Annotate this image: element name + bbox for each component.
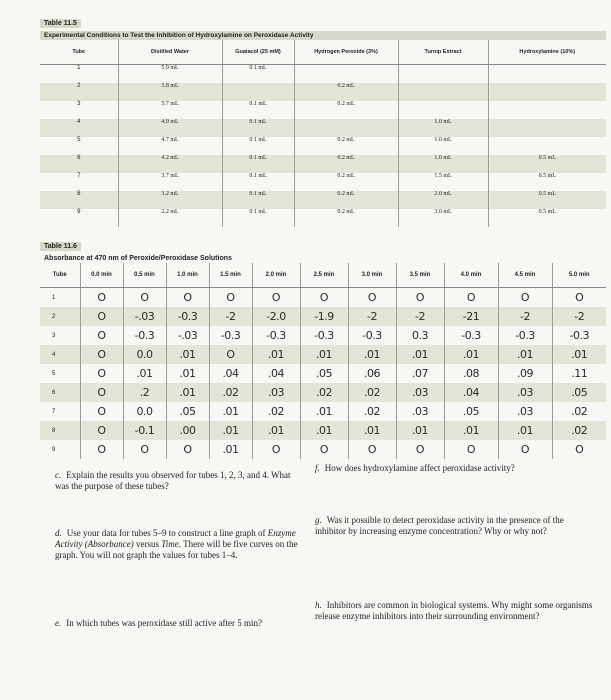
handwritten-absorbance-cell: .01: [498, 345, 552, 364]
volume-cell: 0.1 mL: [222, 65, 294, 84]
handwritten-absorbance-cell: .01: [300, 345, 348, 364]
volume-cell: 5.7 mL: [118, 101, 222, 119]
handwritten-absorbance-cell: .01: [123, 364, 166, 383]
tube-number-cell: 9: [77, 209, 81, 215]
question-letter: e.: [55, 618, 62, 628]
tube-number-cell: 2: [40, 83, 118, 101]
table-row: [40, 173, 606, 191]
volume-cell: 0.1 mL: [222, 191, 294, 209]
tube-number-cell: 4: [40, 119, 118, 137]
volume-cell: [398, 65, 488, 84]
handwritten-absorbance-cell: .03: [252, 383, 300, 402]
tube-number-cell: 6: [40, 155, 118, 173]
handwritten-absorbance-cell: -21: [444, 307, 498, 326]
question-emphasis: Enzyme Activity (Absorbance): [55, 528, 296, 549]
handwritten-absorbance-cell: -2.0: [252, 307, 300, 326]
handwritten-absorbance-cell: 0.0: [123, 402, 166, 421]
handwritten-absorbance-cell: .01: [348, 421, 396, 440]
header-time: 3.5 min: [396, 263, 444, 288]
handwritten-absorbance-cell: -2: [209, 307, 252, 326]
handwritten-absorbance-cell: .01: [444, 421, 498, 440]
question-letter: f.: [315, 463, 320, 473]
volume-cell: 4.2 mL: [118, 155, 222, 173]
handwritten-absorbance-cell: O: [252, 288, 300, 308]
question-text: . There will be five curves on the graph. You will not graph the values for tubes 1–4.: [55, 539, 298, 560]
header-guaiacol: Guaiacol (25 mM): [222, 40, 294, 65]
volume-cell: 1.0 mL: [398, 155, 488, 173]
handwritten-absorbance-cell: O: [444, 288, 498, 308]
question-h: [315, 600, 595, 622]
volume-cell: 0.2 mL: [294, 83, 398, 101]
volume-cell: 0.2 mL: [294, 209, 398, 227]
handwritten-absorbance-cell: O: [348, 440, 396, 459]
handwritten-absorbance-cell: -0.3: [552, 326, 606, 345]
table-row: [40, 440, 606, 459]
handwritten-absorbance-cell: .06: [348, 364, 396, 383]
table-11-5-title: Table 11.5: [40, 19, 81, 28]
handwritten-absorbance-cell: O: [80, 383, 123, 402]
handwritten-absorbance-cell: O: [300, 440, 348, 459]
table-row: [40, 307, 606, 326]
handwritten-absorbance-cell: -0.3: [348, 326, 396, 345]
handwritten-absorbance-cell: .01: [252, 421, 300, 440]
tube-number-cell: 3: [77, 101, 81, 107]
handwritten-absorbance-cell: -2: [348, 307, 396, 326]
handwritten-absorbance-cell: O: [80, 364, 123, 383]
volume-cell: 3.7 mL: [118, 173, 222, 191]
handwritten-absorbance-cell: .01: [252, 345, 300, 364]
handwritten-absorbance-cell: -2: [498, 307, 552, 326]
handwritten-absorbance-cell: .05: [300, 364, 348, 383]
header-time: 5.0 min: [552, 263, 606, 288]
handwritten-absorbance-cell: O: [80, 345, 123, 364]
handwritten-absorbance-cell: .03: [396, 402, 444, 421]
header-time: 0.0 min: [80, 263, 123, 288]
question-letter: g.: [315, 515, 322, 525]
table-row: [40, 383, 606, 402]
volume-cell: 0.1 mL: [222, 119, 294, 137]
handwritten-absorbance-cell: O: [396, 440, 444, 459]
handwritten-absorbance-cell: O: [80, 307, 123, 326]
volume-cell: 0.5 mL: [488, 209, 606, 227]
table-11-5: [40, 12, 606, 227]
volume-cell: 1.5 mL: [398, 173, 488, 191]
handwritten-absorbance-cell: -0.3: [444, 326, 498, 345]
volume-cell: 0.2 mL: [294, 137, 398, 155]
handwritten-absorbance-cell: -1.9: [300, 307, 348, 326]
handwritten-absorbance-cell: .05: [444, 402, 498, 421]
table-row: [40, 402, 606, 421]
volume-cell: [222, 83, 294, 101]
tube-number-cell: 2: [40, 307, 80, 326]
handwritten-absorbance-cell: .01: [209, 402, 252, 421]
volume-cell: 1.0 mL: [398, 137, 488, 155]
volume-cell: 0.5 mL: [488, 191, 606, 209]
question-emphasis: Time: [161, 539, 179, 549]
volume-cell: [294, 65, 398, 84]
handwritten-absorbance-cell: -2: [396, 307, 444, 326]
handwritten-absorbance-cell: O: [498, 288, 552, 308]
handwritten-absorbance-cell: O: [396, 288, 444, 308]
volume-cell: 0.1 mL: [222, 209, 294, 227]
question-f: [315, 463, 605, 474]
volume-cell: 2.2 mL: [118, 209, 222, 227]
table-row: [40, 119, 606, 137]
header-tube: Tube: [40, 263, 80, 288]
volume-cell: [488, 137, 606, 155]
table-row: [40, 209, 606, 227]
tube-number-cell: 3: [52, 332, 56, 339]
handwritten-absorbance-cell: -2: [552, 307, 606, 326]
absorbance-table: [40, 263, 606, 459]
handwritten-absorbance-cell: .02: [209, 383, 252, 402]
volume-cell: 5.9 mL: [118, 65, 222, 84]
tube-number-cell: 7: [52, 408, 56, 415]
question-text: In which tubes was peroxidase still active after 5 min?: [66, 618, 262, 628]
handwritten-absorbance-cell: O: [300, 288, 348, 308]
tube-number-cell: 6: [40, 383, 80, 402]
handwritten-absorbance-cell: O: [348, 288, 396, 308]
handwritten-absorbance-cell: .04: [444, 383, 498, 402]
table-header-row: [40, 263, 606, 288]
handwritten-absorbance-cell: .09: [498, 364, 552, 383]
handwritten-absorbance-cell: .04: [209, 364, 252, 383]
handwritten-absorbance-cell: .05: [552, 383, 606, 402]
handwritten-absorbance-cell: .02: [252, 402, 300, 421]
header-time: 4.5 min: [498, 263, 552, 288]
volume-cell: 0.5 mL: [488, 173, 606, 191]
handwritten-absorbance-cell: .08: [444, 364, 498, 383]
handwritten-absorbance-cell: O: [80, 402, 123, 421]
handwritten-absorbance-cell: .02: [552, 402, 606, 421]
handwritten-absorbance-cell: 0.0: [123, 345, 166, 364]
handwritten-absorbance-cell: .01: [300, 402, 348, 421]
handwritten-absorbance-cell: O: [80, 440, 123, 459]
table-11-5-caption: Experimental Conditions to Test the Inhibition of Hydroxylamine on Peroxidase Activity: [40, 31, 606, 40]
question-c: [55, 470, 300, 492]
handwritten-absorbance-cell: O: [123, 288, 166, 308]
handwritten-absorbance-cell: .04: [252, 364, 300, 383]
volume-cell: 0.2 mL: [294, 101, 398, 119]
volume-cell: 1.0 mL: [398, 119, 488, 137]
volume-cell: [398, 83, 488, 101]
handwritten-absorbance-cell: -0.1: [123, 421, 166, 440]
handwritten-absorbance-cell: -.03: [123, 307, 166, 326]
volume-cell: 3.2 mL: [118, 191, 222, 209]
handwritten-absorbance-cell: O: [552, 440, 606, 459]
volume-cell: [294, 119, 398, 137]
handwritten-absorbance-cell: .01: [396, 421, 444, 440]
question-text: Use your data for tubes 5–9 to construct a line graph of: [66, 528, 268, 538]
question-letter: c.: [55, 470, 62, 480]
volume-cell: [488, 65, 606, 84]
handwritten-absorbance-cell: .2: [123, 383, 166, 402]
handwritten-absorbance-cell: O: [252, 440, 300, 459]
handwritten-absorbance-cell: .01: [166, 364, 209, 383]
header-time: 4.0 min: [444, 263, 498, 288]
handwritten-absorbance-cell: 0.3: [396, 326, 444, 345]
table-row: [40, 83, 606, 101]
handwritten-absorbance-cell: O: [498, 440, 552, 459]
tube-number-cell: 4: [40, 345, 80, 364]
header-time: 1.0 min: [166, 263, 209, 288]
volume-cell: 0.1 mL: [222, 173, 294, 191]
handwritten-absorbance-cell: O: [123, 440, 166, 459]
table-row: [40, 345, 606, 364]
volume-cell: [488, 119, 606, 137]
question-text: Explain the results you observed for tubes 1, 2, 3, and 4. What was the purpose of these tubes?: [55, 470, 291, 491]
volume-cell: 0.5 mL: [488, 155, 606, 173]
volume-cell: [398, 101, 488, 119]
handwritten-absorbance-cell: .01: [209, 440, 252, 459]
handwritten-absorbance-cell: O: [552, 288, 606, 308]
question-text: versus: [133, 539, 162, 549]
handwritten-absorbance-cell: .01: [209, 421, 252, 440]
handwritten-absorbance-cell: .01: [300, 421, 348, 440]
header-hydrogen-peroxide: Hydrogen Peroxide (3%): [294, 40, 398, 65]
table-row: [40, 364, 606, 383]
handwritten-absorbance-cell: -0.3: [123, 326, 166, 345]
question-d: [55, 528, 305, 561]
table-11-6-title: Table 11.6: [40, 242, 81, 251]
header-time: 2.0 min: [252, 263, 300, 288]
handwritten-absorbance-cell: O: [209, 288, 252, 308]
header-distilled-water: Distilled Water: [118, 40, 222, 65]
question-text: Inhibitors are common in biological systems. Why might some organisms release enzyme inhibitors into their surrounding environment?: [315, 600, 593, 621]
handwritten-absorbance-cell: .02: [348, 402, 396, 421]
volume-cell: 5.8 mL: [118, 83, 222, 101]
tube-number-cell: 1: [52, 294, 56, 301]
handwritten-absorbance-cell: .01: [552, 345, 606, 364]
table-row: [40, 155, 606, 173]
header-time: 2.5 min: [300, 263, 348, 288]
handwritten-absorbance-cell: O: [209, 345, 252, 364]
handwritten-absorbance-cell: O: [166, 288, 209, 308]
handwritten-absorbance-cell: .03: [498, 402, 552, 421]
volume-cell: 0.2 mL: [294, 191, 398, 209]
header-time: 3.0 min: [348, 263, 396, 288]
table-row: [40, 101, 606, 119]
handwritten-absorbance-cell: .02: [348, 383, 396, 402]
handwritten-absorbance-cell: .00: [166, 421, 209, 440]
handwritten-absorbance-cell: .11: [552, 364, 606, 383]
volume-cell: 0.1 mL: [222, 137, 294, 155]
volume-cell: [488, 101, 606, 119]
table-row: [40, 288, 606, 308]
volume-cell: 0.2 mL: [294, 155, 398, 173]
handwritten-absorbance-cell: .03: [396, 383, 444, 402]
volume-cell: [488, 83, 606, 101]
handwritten-absorbance-cell: .05: [166, 402, 209, 421]
table-11-6-caption: Absorbance at 470 nm of Peroxide/Peroxidase Solutions: [44, 255, 232, 262]
handwritten-absorbance-cell: .01: [166, 345, 209, 364]
volume-cell: 0.1 mL: [222, 101, 294, 119]
question-text: Was it possible to detect peroxidase activity in the presence of the inhibitor by increasing enzyme concentration? Why or why not?: [315, 515, 564, 536]
tube-number-cell: 5: [52, 370, 56, 377]
handwritten-absorbance-cell: -.03: [166, 326, 209, 345]
handwritten-absorbance-cell: .01: [396, 345, 444, 364]
question-e: [55, 618, 310, 629]
handwritten-absorbance-cell: -0.3: [300, 326, 348, 345]
tube-number-cell: 8: [40, 191, 118, 209]
handwritten-absorbance-cell: O: [80, 326, 123, 345]
handwritten-absorbance-cell: .01: [166, 383, 209, 402]
header-hydroxylamine: Hydroxylamine (10%): [488, 40, 606, 65]
tube-number-cell: 9: [52, 446, 56, 453]
handwritten-absorbance-cell: O: [80, 421, 123, 440]
handwritten-absorbance-cell: .07: [396, 364, 444, 383]
handwritten-absorbance-cell: .01: [498, 421, 552, 440]
handwritten-absorbance-cell: O: [166, 440, 209, 459]
header-time: 1.5 min: [209, 263, 252, 288]
handwritten-absorbance-cell: .02: [552, 421, 606, 440]
question-text: How does hydroxylamine affect peroxidase activity?: [324, 463, 515, 473]
tube-number-cell: 8: [40, 421, 80, 440]
table-row: [40, 65, 606, 84]
handwritten-absorbance-cell: -0.3: [209, 326, 252, 345]
header-tube: Tube: [40, 40, 118, 65]
table-row: [40, 326, 606, 345]
table-header-row: [40, 40, 606, 65]
tube-number-cell: 1: [77, 65, 81, 71]
handwritten-absorbance-cell: O: [444, 440, 498, 459]
table-row: [40, 137, 606, 155]
handwritten-absorbance-cell: .01: [348, 345, 396, 364]
conditions-table: [40, 40, 606, 227]
handwritten-absorbance-cell: .02: [300, 383, 348, 402]
tube-number-cell: 7: [77, 173, 81, 179]
handwritten-absorbance-cell: .03: [498, 383, 552, 402]
question-letter: d.: [55, 528, 62, 538]
table-row: [40, 191, 606, 209]
handwritten-absorbance-cell: .01: [444, 345, 498, 364]
handwritten-absorbance-cell: -0.3: [252, 326, 300, 345]
volume-cell: 4.9 mL: [118, 119, 222, 137]
header-time: 0.5 min: [123, 263, 166, 288]
tube-number-cell: 5: [77, 137, 81, 143]
volume-cell: 3.0 mL: [398, 209, 488, 227]
handwritten-absorbance-cell: -0.3: [166, 307, 209, 326]
volume-cell: 0.1 mL: [222, 155, 294, 173]
volume-cell: 4.7 mL: [118, 137, 222, 155]
table-row: [40, 421, 606, 440]
volume-cell: 2.0 mL: [398, 191, 488, 209]
question-g: [315, 515, 590, 537]
table-11-6: [40, 235, 606, 459]
handwritten-absorbance-cell: O: [80, 288, 123, 308]
handwritten-absorbance-cell: -0.3: [498, 326, 552, 345]
volume-cell: 0.2 mL: [294, 173, 398, 191]
question-letter: h.: [315, 600, 322, 610]
header-turnip-extract: Turnip Extract: [398, 40, 488, 65]
